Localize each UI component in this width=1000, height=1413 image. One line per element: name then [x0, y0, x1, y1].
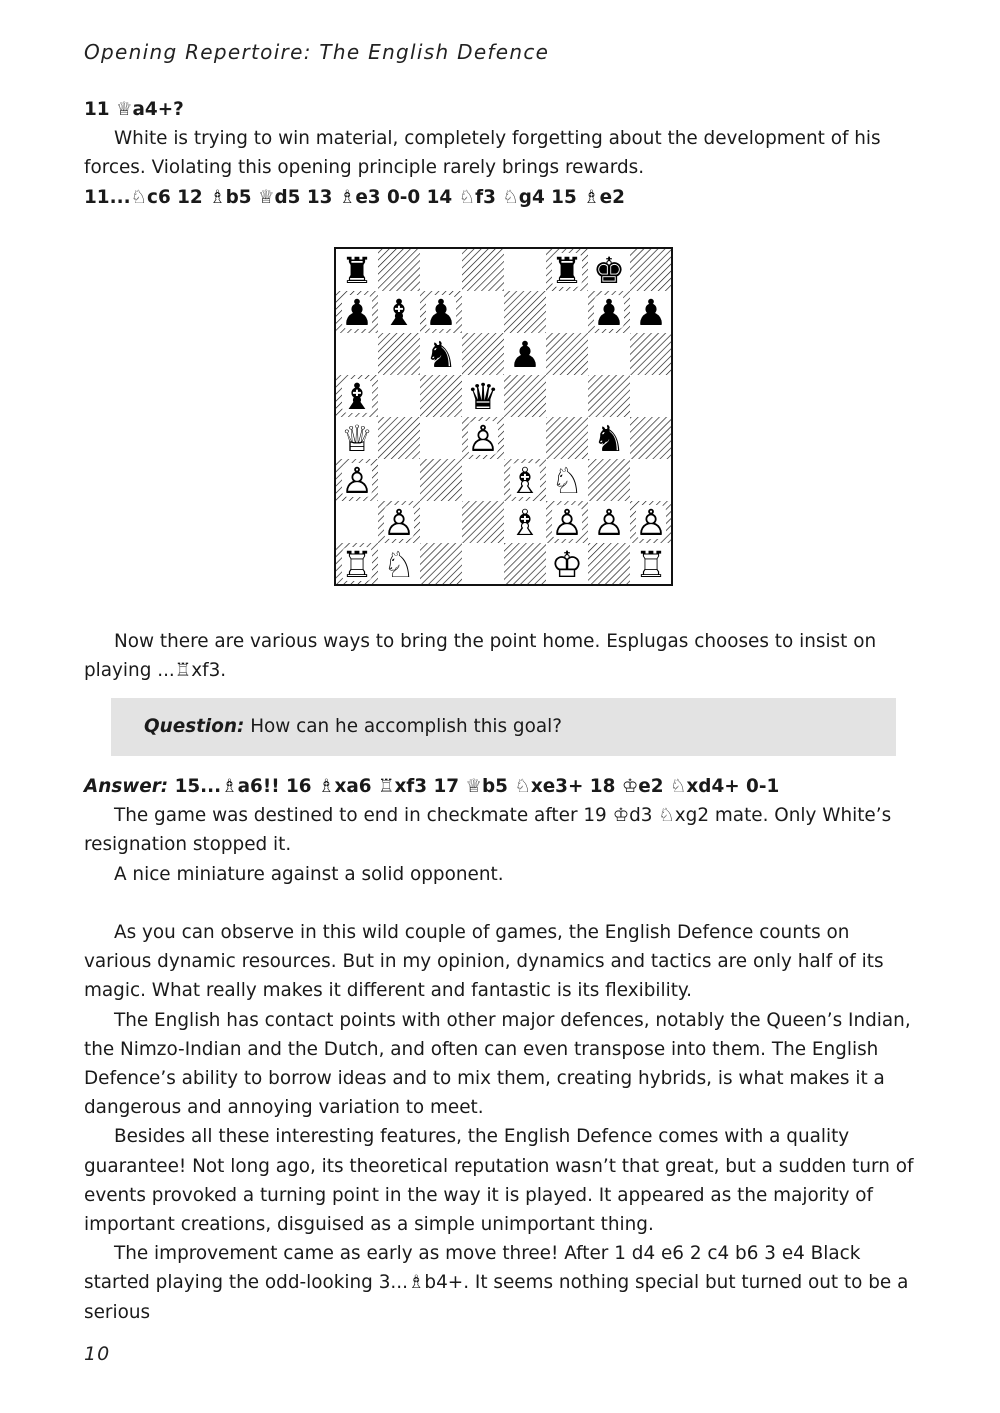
chess-piece-d5: ♛	[466, 377, 500, 418]
chess-piece-e3: ♗	[508, 461, 542, 502]
question-text: How can he accomplish this goal?	[250, 716, 562, 737]
chess-piece-b1: ♘	[382, 545, 416, 586]
chess-board	[334, 247, 673, 586]
post-diagram-section	[84, 627, 914, 685]
question-label: Question:	[144, 716, 245, 737]
chess-piece-h2: ♙	[634, 503, 668, 544]
chess-diagram	[334, 247, 673, 586]
dark-square	[630, 333, 672, 375]
chess-piece-f8: ♜	[550, 251, 584, 292]
dark-square	[630, 249, 672, 291]
answer-moves: 15...♗a6!! 16 ♗xa6 ♖xf3 17 ♕b5 ♘xe3+ 18 ♔e2 ♘xd4+ 0-1	[174, 776, 780, 797]
dark-square	[378, 333, 420, 375]
commentary-paragraph: The game was destined to end in checkmate after 19 ♔d3 ♘xg2 mate. Only White’s resignation stopped it.	[84, 805, 892, 856]
chess-piece-g8: ♚	[592, 251, 626, 292]
dark-square	[420, 459, 462, 501]
chess-piece-f1: ♔	[550, 545, 584, 586]
dark-square	[462, 249, 504, 291]
answer-section	[84, 772, 914, 889]
chess-piece-f3: ♘	[550, 461, 584, 502]
dark-square	[504, 291, 546, 333]
chess-piece-h7: ♟	[634, 293, 668, 334]
move-line-11-15: 11...♘c6 12 ♗b5 ♕d5 13 ♗e3 0-0 14 ♘f3 ♘g4 15 ♗e2	[84, 186, 625, 208]
dark-square	[420, 543, 462, 585]
dark-square	[588, 375, 630, 417]
body-paragraph: As you can observe in this wild couple of games, the English Defence counts on various dynamic resources. But in my opinion, dynamics and tactics are only half of its magic. What really makes it different and fantastic is its flexibility.	[84, 922, 884, 1002]
dark-square	[546, 333, 588, 375]
body-paragraph: The English has contact points with other major defences, notably the Queen’s Indian, the Nimzo-Indian and the Dutch, and often can even transpose into them. The English Defence’s ability to borrow ideas and to mix them, creating hybrids, is what makes it a dangerous and annoying variation to meet.	[84, 1009, 911, 1119]
dark-square	[546, 417, 588, 459]
chess-piece-a7: ♟	[340, 293, 374, 334]
dark-square	[462, 333, 504, 375]
chess-piece-f2: ♙	[550, 503, 584, 544]
intro-section	[84, 95, 914, 212]
chess-piece-a3: ♙	[340, 461, 374, 502]
dark-square	[378, 249, 420, 291]
chess-piece-g7: ♟	[592, 293, 626, 334]
chess-piece-a5: ♝	[340, 377, 374, 418]
chess-piece-e2: ♗	[508, 503, 542, 544]
dark-square	[630, 417, 672, 459]
answer-label: Answer:	[84, 776, 169, 797]
dark-square	[504, 543, 546, 585]
chess-piece-a1: ♖	[340, 545, 374, 586]
commentary-paragraph: White is trying to win material, completely forgetting about the development of his forces. Violating this opening principle rarely brings rewards.	[84, 128, 881, 179]
chess-piece-a4: ♕	[340, 419, 374, 460]
page-number: 10	[84, 1343, 111, 1365]
dark-square	[588, 459, 630, 501]
dark-square	[420, 375, 462, 417]
commentary-paragraph: A nice miniature against a solid opponent.	[114, 863, 504, 885]
running-header: Opening Repertoire: The English Defence	[84, 40, 550, 64]
chess-piece-a8: ♜	[340, 251, 374, 292]
body-paragraph: Besides all these interesting features, the English Defence comes with a quality guarantee! Not long ago, its theoretical reputation wasn’t that great, but a sudden turn of events provoked a turning point in the way it is played. It appeared as the majority of important creations, disguised as a simple unimportant thing.	[84, 1126, 914, 1236]
dark-square	[504, 375, 546, 417]
dark-square	[462, 501, 504, 543]
chess-piece-b7: ♝	[382, 293, 416, 334]
chess-piece-h1: ♖	[634, 545, 668, 586]
move-line-11: 11 ♕a4+?	[84, 99, 184, 120]
chess-piece-g2: ♙	[592, 503, 626, 544]
chess-piece-c6: ♞	[424, 335, 458, 376]
chess-piece-d4: ♙	[466, 419, 500, 460]
chess-piece-b2: ♙	[382, 503, 416, 544]
dark-square	[588, 543, 630, 585]
dark-square	[378, 417, 420, 459]
chess-piece-c7: ♟	[424, 293, 458, 334]
answer-line	[84, 772, 914, 801]
question-box	[111, 698, 896, 756]
chess-piece-e6: ♟	[508, 335, 542, 376]
chess-piece-g4: ♞	[592, 419, 626, 460]
body-section	[84, 918, 914, 1327]
commentary-paragraph: Now there are various ways to bring the point home. Esplugas chooses to insist on playing ...♖xf3.	[84, 631, 877, 682]
body-paragraph: The improvement came as early as move three! After 1 d4 e6 2 c4 b6 3 e4 Black started playing the odd-looking 3...♗b4+. It seems nothing special but turned out to be a serious	[84, 1243, 909, 1323]
